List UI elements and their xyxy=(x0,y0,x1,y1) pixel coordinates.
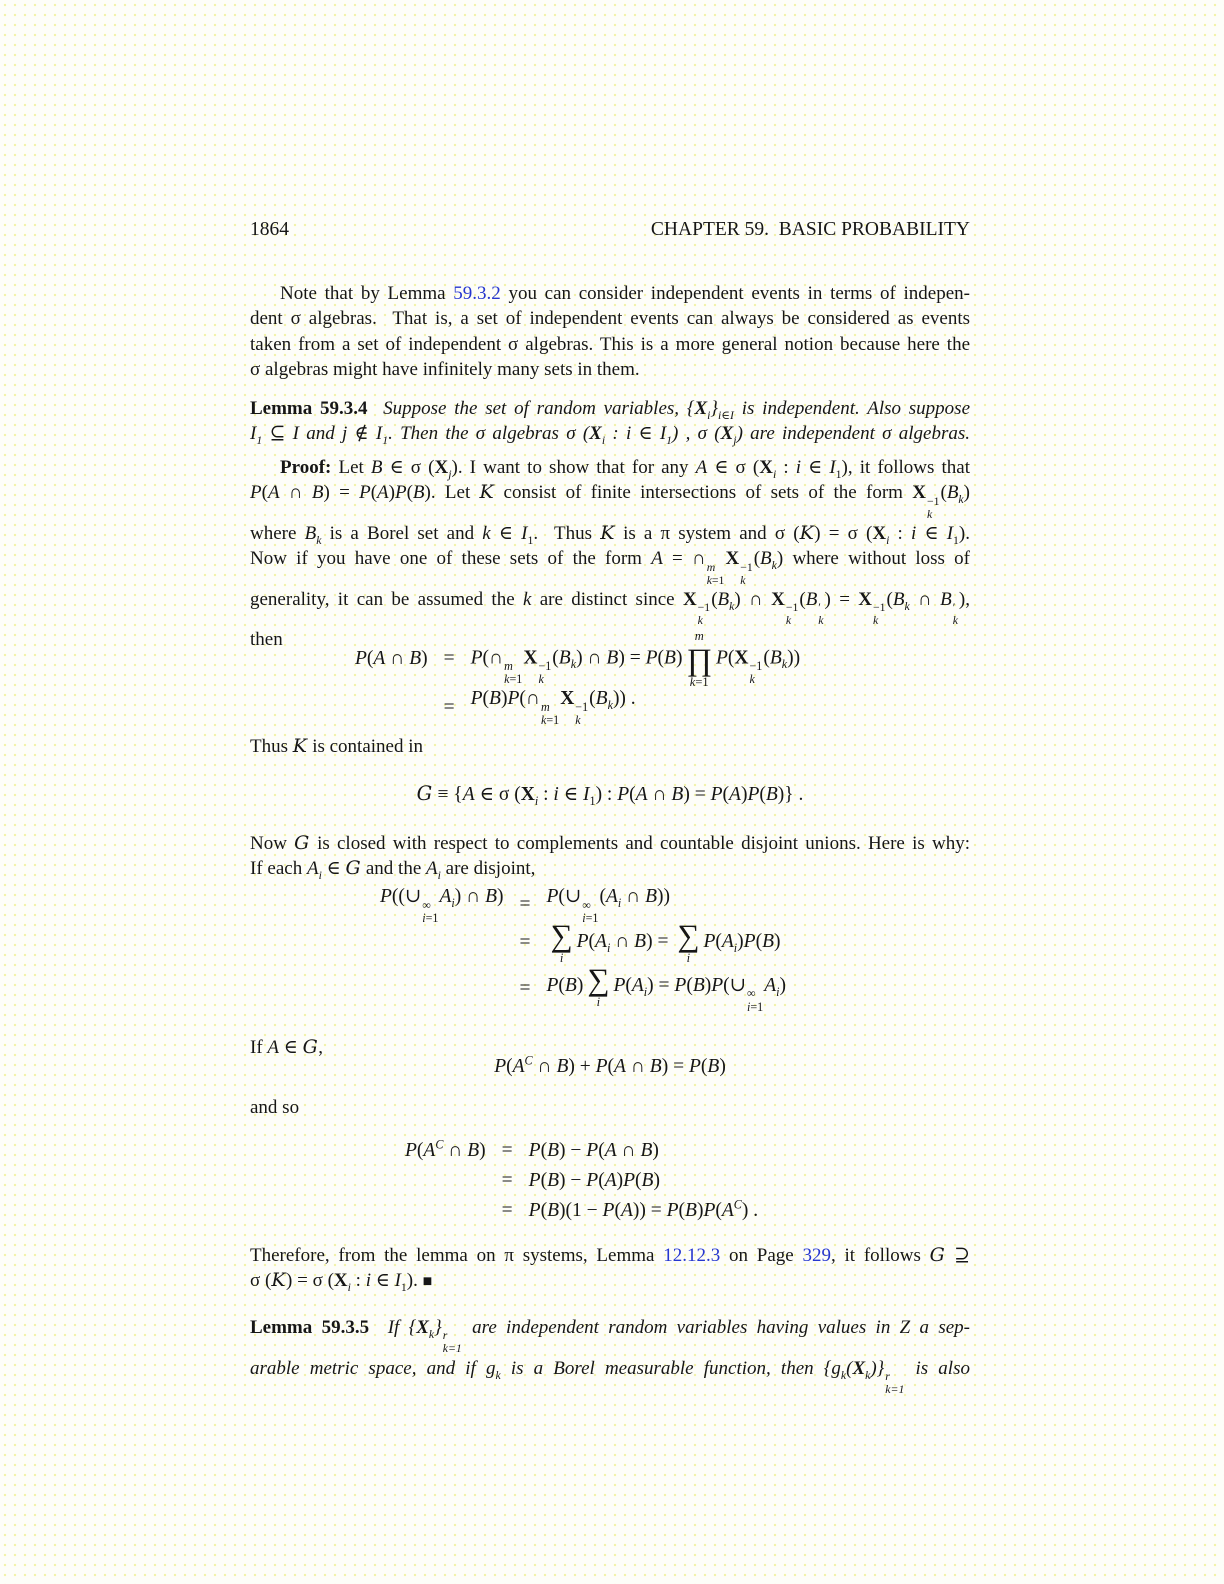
text-column xyxy=(250,0,970,1584)
sum-operator: ∑ i xyxy=(550,918,573,966)
text-line: If each $A_i$ ∈ G and the $A_i$ are disjoint, xyxy=(250,857,536,883)
equals-sign: = xyxy=(501,1140,513,1161)
script-G: G xyxy=(416,782,433,805)
text-line: then xyxy=(250,629,283,651)
text-line: and so xyxy=(250,1097,300,1118)
text-line: taken from a set of independent σ algebras. This is a more general notion because here the xyxy=(250,333,970,355)
equation-rhs: P(∪ ∞ i=1 ($A_i$ ∩ B)) xyxy=(546,886,671,926)
equation-lhs: P(A ∩ B) xyxy=(355,648,428,669)
page-header xyxy=(250,219,970,241)
equals-sign: = xyxy=(501,1170,513,1191)
script-K: K xyxy=(479,481,495,504)
product-operator: m ∏ k=1 xyxy=(686,629,712,689)
text-line: σ algebras might have infinitely many sets in them. xyxy=(250,359,640,381)
text-line: If A ∈ G, xyxy=(250,1036,324,1058)
script-K: K xyxy=(292,735,308,757)
link-lemma-12-12-3[interactable]: 12.12.3 xyxy=(663,1245,721,1266)
qed-square: ■ xyxy=(422,1273,433,1291)
proof-paragraph xyxy=(250,455,970,653)
text-line: dent σ algebras. That is, a set of independent events can always be considered as events xyxy=(250,308,970,330)
lemma-59-3-4 xyxy=(250,396,970,447)
script-G: G xyxy=(929,1244,946,1266)
text-line: P(A ∩ B) = P(A)P(B). Let K consist of finite intersections of sets of the form X −1 k $(B_k)$ xyxy=(250,481,970,521)
text-line: $I_1$ ⊆ I and j ∉ $I_1$. Then the σ algebras σ ($X_i$ : i ∈ $I_1$) , σ $(X_j)$ are independent σ algebras. xyxy=(250,423,971,448)
thus-line xyxy=(250,734,970,759)
script-K: K xyxy=(799,521,815,544)
page-number: 1864 xyxy=(250,219,289,240)
equation-G-definition xyxy=(250,779,970,810)
text-line: Proof: Let B ∈ σ $(X_j)$. I want to show that for any A ∈ σ ($X_i$ : i ∈ $I_1$), it follows that xyxy=(280,457,970,481)
equals-sign: = xyxy=(519,978,531,999)
sum-operator: ∑ i xyxy=(587,961,610,1009)
equation-rhs: P(B) − P(A)P(B) xyxy=(528,1170,660,1191)
closure-paragraph xyxy=(250,831,970,882)
equation-complement-sum xyxy=(250,1052,970,1082)
equation-rhs: $P(B)(1 - P(A)) = P(B)P(A^C)$ . xyxy=(528,1197,759,1221)
equals-sign: = xyxy=(443,648,455,669)
equation-product-formula xyxy=(355,626,801,728)
script-K: K xyxy=(271,1269,287,1292)
equals-sign: = xyxy=(519,894,531,915)
equals-sign: = xyxy=(519,932,531,953)
text-line: Thus K is contained in xyxy=(250,735,424,757)
script-K: K xyxy=(600,521,615,544)
sum-operator: ∑ i xyxy=(677,918,700,966)
equation-rhs: P(B)P(∩ m k=1 X −1 k $(B_k)$) . xyxy=(470,688,636,728)
link-lemma-59-3-2[interactable]: 59.3.2 xyxy=(453,283,501,304)
equation-rhs: P(B) − P(A ∩ B) xyxy=(528,1140,659,1161)
equals-sign: = xyxy=(501,1200,513,1221)
equation-lhs: P((∪ ∞ i=1 $A_i$) ∩ B) xyxy=(380,886,504,926)
equation-content: $P(A^C$ ∩ B) + P(A ∩ B) = P(B) xyxy=(494,1053,726,1077)
text-line: generality, it can be assumed the k are distinct since X −1 k $(B_k)$ ∩ X −1 k (B ′ k ) = X −1 k ($B_k$ ∩ B ′ k ), xyxy=(250,588,970,628)
text-line: Lemma 59.3.4 Suppose the set of random variables, $\{X_i\}_{i\in I}$ is independent. Also suppose xyxy=(250,398,970,422)
script-G: G xyxy=(294,832,310,854)
equals-sign: = xyxy=(443,697,455,718)
lemma-59-3-5 xyxy=(250,1315,970,1396)
chapter-title: CHAPTER 59. BASIC PROBABILITY xyxy=(650,219,970,240)
text-line: where $B_k$ is a Borel set and k ∈ $I_1$. Thus K is a π system and σ (K) = σ ($X_i$ : i ∈ $I_1$). xyxy=(250,521,970,547)
text-line: Note that by Lemma 59.3.2 you can consider independent events in terms of indepen- xyxy=(280,283,970,304)
equation-rhs: ∑ i $P(A_i$ ∩ B) = ∑ i $P(A_i)P(B)$ xyxy=(550,918,781,966)
script-G: G xyxy=(345,857,362,880)
text-line: Now if you have one of these sets of the form A = ∩ m k=1 X −1 k $(B_k)$ where without loss of xyxy=(250,548,970,587)
and-so-line xyxy=(250,1095,970,1120)
text-line: arable metric space, and if $g_k$ is a Borel measurable function, then $\{g_k(X_k)\}$ r k=1 is also xyxy=(250,1357,970,1396)
link-page-329[interactable]: 329 xyxy=(802,1245,831,1266)
equation-disjoint-union xyxy=(380,886,787,1014)
equation-content: G ≡ {A ∈ σ ($X_i$ : i ∈ $I_1$) : P(A ∩ B) = P(A)P(B)} . xyxy=(416,782,804,808)
script-G: G xyxy=(302,1036,319,1058)
intro-paragraph xyxy=(250,281,970,383)
equation-lhs: $P(A^C$ ∩ B) xyxy=(405,1137,486,1161)
equation-rhs: P(∩ m k=1 X −1 k $(B_k)$ ∩ B) = P(B) m ∏ k=1 P(X −1 k $(B_k)$) xyxy=(470,629,801,689)
text-line: σ (K) = σ ($X_i$ : i ∈ $I_1$). ■ xyxy=(250,1269,433,1295)
text-line: Therefore, from the lemma on π systems, Lemma 12.12.3 on Page 329, it follows G ⊇ xyxy=(250,1244,971,1266)
equation-rhs: P(B) ∑ i $P(A_i)$ = P(B)P(∪ ∞ i=1 $A_i$) xyxy=(546,961,787,1014)
text-line: Now G is closed with respect to complements and countable disjoint unions. Here is why: xyxy=(250,832,970,854)
conclusion-paragraph xyxy=(250,1243,970,1295)
equation-complement-derivation xyxy=(405,1136,758,1226)
text-line: Lemma 59.3.5 If $\{X_k\}$ r k=1 are independent random variables having values in Z a sep- xyxy=(250,1317,970,1356)
